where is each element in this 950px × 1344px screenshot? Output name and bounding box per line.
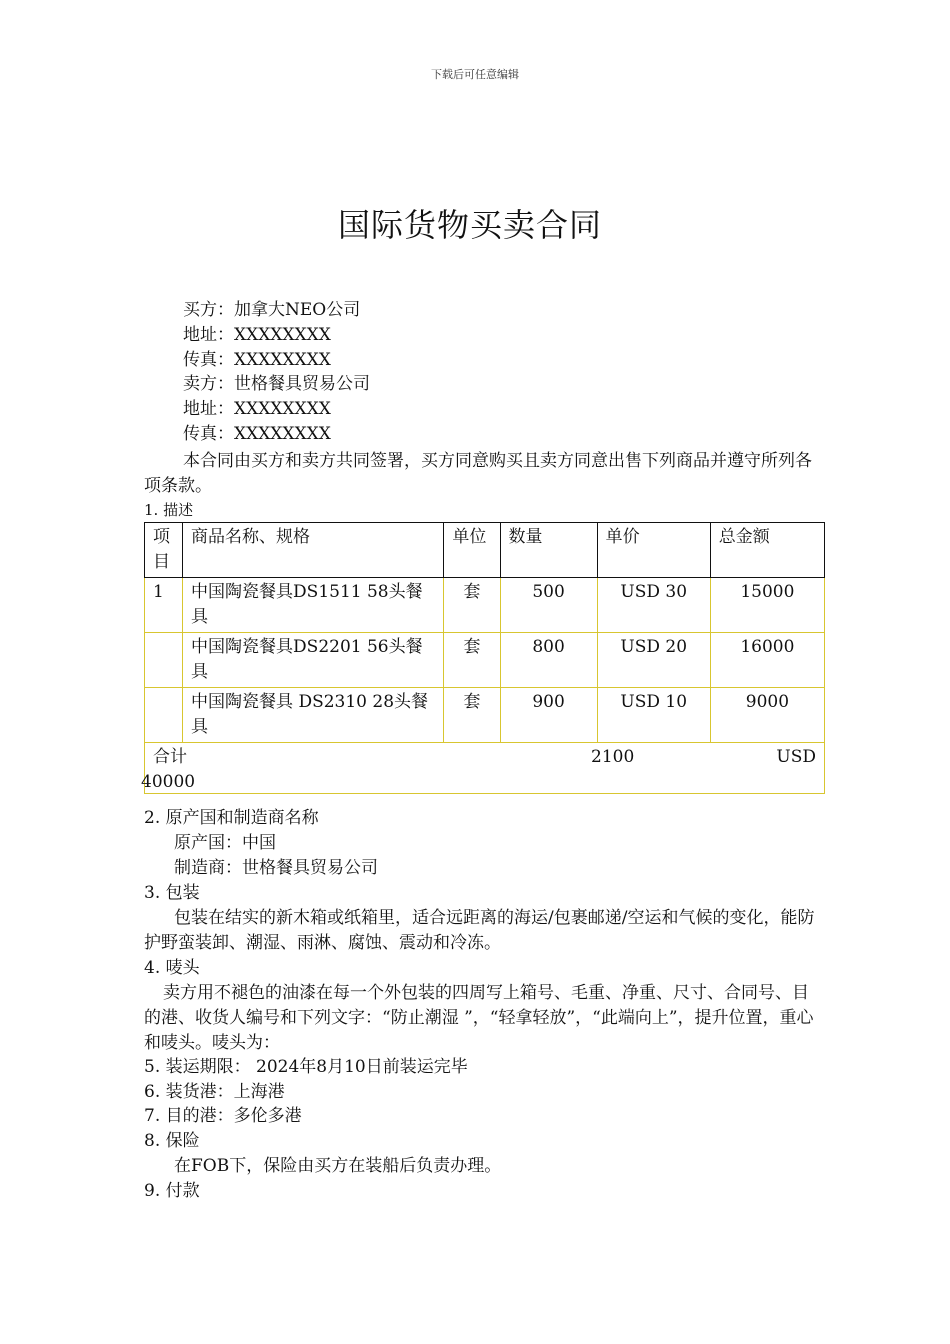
cell-total: 9000 <box>710 688 824 743</box>
header-unit: 单位 <box>444 523 500 578</box>
cell-qty: 500 <box>500 578 597 633</box>
origin-country: 原产国：中国 <box>174 833 276 853</box>
seller-name: 卖方：世格餐具贸易公司 <box>183 374 370 394</box>
cell-unit: 套 <box>444 578 500 633</box>
intro-paragraph: 本合同由买方和卖方共同签署，买方同意购买且卖方同意出售下列商品并遵守所列各项条款。 <box>144 451 812 496</box>
cell-name: 中国陶瓷餐具DS2201 56头餐具 <box>183 633 444 688</box>
insurance-text: 在FOB下，保险由买方在装船后负责办理。 <box>174 1156 502 1176</box>
cell-qty: 800 <box>500 633 597 688</box>
table-row <box>145 688 825 743</box>
manufacturer: 制造商：世格餐具贸易公司 <box>174 858 378 878</box>
section-1-heading: 1. 描述 <box>144 501 194 519</box>
packing-paragraph: 包装在结实的新木箱或纸箱里，适合远距离的海运/包裹邮递/空运和气候的变化，能防护野蛮装卸、潮湿、雨淋、腐蚀、震动和冷冻。 <box>144 908 815 953</box>
cell-unit: 套 <box>444 688 500 743</box>
section-5-heading: 5. 装运期限： 2024年8月10日前装运完毕 <box>144 1057 468 1077</box>
goods-table <box>141 522 825 794</box>
table-header-row <box>145 523 825 578</box>
header-name: 商品名称、规格 <box>183 523 444 578</box>
table-total-row <box>145 743 825 794</box>
cell-total: 16000 <box>710 633 824 688</box>
table-row <box>145 633 825 688</box>
document-title: 国际货物买卖合同 <box>337 206 602 244</box>
section-4-heading: 4. 唛头 <box>144 958 200 978</box>
cell-total: 15000 <box>710 578 824 633</box>
section-2-heading: 2. 原产国和制造商名称 <box>144 808 319 828</box>
cell-unit: 套 <box>444 633 500 688</box>
cell-item: 1 <box>145 578 183 633</box>
seller-fax: 传真：XXXXXXXX <box>183 424 331 444</box>
section-9-heading: 9. 付款 <box>144 1181 200 1201</box>
total-label: 合计 <box>153 747 187 767</box>
buyer-name: 买方：加拿大NEO公司 <box>183 300 361 320</box>
cell-price: USD 20 <box>597 633 710 688</box>
header-price: 单价 <box>597 523 710 578</box>
section-8-heading: 8. 保险 <box>144 1131 200 1151</box>
section-6-heading: 6. 装货港：上海港 <box>144 1082 285 1102</box>
header-total: 总金额 <box>710 523 824 578</box>
section-7-heading: 7. 目的港：多伦多港 <box>144 1106 302 1126</box>
total-currency: USD <box>776 747 816 767</box>
cell-qty: 900 <box>500 688 597 743</box>
table-row <box>145 578 825 633</box>
cell-item <box>145 688 183 743</box>
cell-name: 中国陶瓷餐具DS1511 58头餐具 <box>183 578 444 633</box>
seller-address: 地址：XXXXXXXX <box>183 399 331 419</box>
section-3-heading: 3. 包装 <box>144 883 200 903</box>
total-qty: 2100 <box>591 747 635 767</box>
cell-price: USD 30 <box>597 578 710 633</box>
cell-price: USD 10 <box>597 688 710 743</box>
marks-paragraph: 卖方用不褪色的油漆在每一个外包装的四周写上箱号、毛重、净重、尺寸、合同号、目的港、收货人编号和下列文字：“防止潮湿 ”，“轻拿轻放”，“此端向上”，提升位置，重心和唛头。唛头为： <box>144 983 814 1053</box>
header-note: 下载后可任意编辑 <box>431 68 519 81</box>
cell-name: 中国陶瓷餐具 DS2310 28头餐具 <box>183 688 444 743</box>
header-item: 项目 <box>145 523 183 578</box>
buyer-fax: 传真：XXXXXXXX <box>183 350 331 370</box>
cell-item <box>145 633 183 688</box>
total-amount: 40000 <box>141 772 196 792</box>
buyer-address: 地址：XXXXXXXX <box>183 325 331 345</box>
header-qty: 数量 <box>500 523 597 578</box>
